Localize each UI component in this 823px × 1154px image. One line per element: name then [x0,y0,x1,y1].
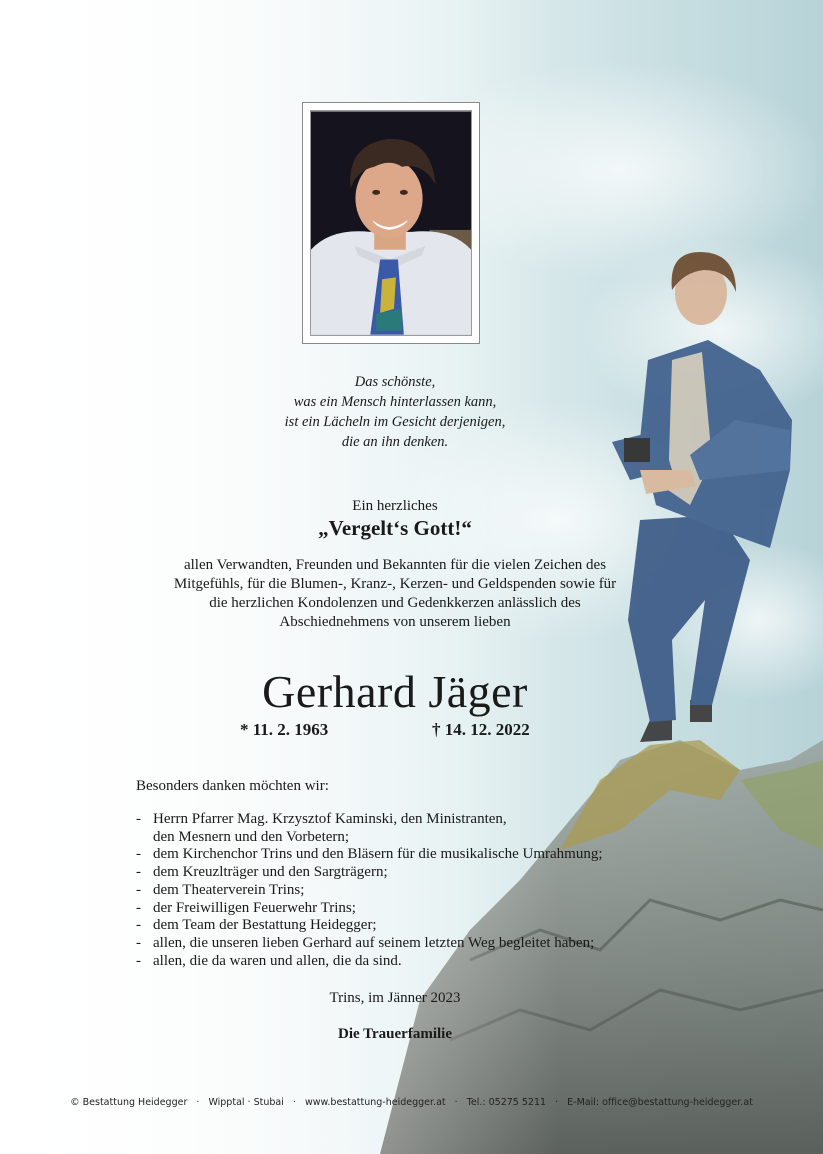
special-thanks-heading: Besonders danken möchten wir: [136,778,329,794]
footer-region: Wipptal · Stubai [208,1097,284,1108]
list-dash: - [136,864,141,881]
death-date: † 14. 12. 2022 [432,720,530,739]
portrait-frame [302,102,480,344]
list-item: - allen, die da waren und allen, die da sind. [136,952,402,969]
list-item-continuation: den Mesnern und den Vorbetern; [153,828,350,845]
list-dash: - [136,917,141,934]
footer [0,1097,823,1108]
list-item: - dem Theaterverein Trins; [136,881,305,898]
footer-email-link[interactable]: E-Mail: office@bestattung-heidegger.at [567,1097,753,1108]
list-item: - dem Kirchenchor Trins und den Bläsern für die musikalische Umrahmung; [136,846,603,863]
birth-date: * 11. 2. 1963 [240,720,329,739]
footer-separator: · [196,1097,200,1108]
list-dash: - [136,934,141,951]
list-dash: - [136,881,141,898]
list-item: - der Freiwilligen Feuerwehr Trins; [136,899,356,916]
place-and-date: Trins, im Jänner 2023 [329,990,461,1006]
footer-separator: · [292,1097,296,1108]
quote-line: die an ihn denken. [341,434,449,450]
footer-company: © Bestattung Heidegger [70,1097,188,1108]
thanks-body [0,556,790,632]
footer-separator: · [555,1097,559,1108]
list-dash: - [136,811,141,827]
list-item: - dem Team der Bestattung Heidegger; [136,917,377,934]
family-signature: Die Trauerfamilie [338,1026,452,1042]
quote-line: ist ein Lächeln im Gesicht derjenigen, [284,414,506,430]
footer-phone: Tel.: 05275 5211 [466,1097,547,1108]
list-item: - Herrn Pfarrer Mag. Krzysztof Kaminski, den Ministranten, [136,811,507,827]
footer-separator: · [454,1097,458,1108]
quote-line: was ein Mensch hinterlassen kann, [293,394,497,410]
special-thanks-list [136,811,603,970]
portrait-photo [310,110,472,336]
thanks-intro: Ein herzliches [352,498,438,514]
list-item: - allen, die unseren lieben Gerhard auf seinem letzten Weg begleitet haben; [136,934,595,951]
footer-website-link[interactable]: www.bestattung-heidegger.at [304,1097,446,1108]
list-dash: - [136,952,141,969]
list-dash: - [136,899,141,916]
list-dash: - [136,846,141,863]
thanks-body-line: Mitgefühls, für die Blumen-, Kranz-, Kerzen- und Geldspenden sowie für [173,576,617,592]
quote-line: Das schönste, [354,374,436,390]
thanks-body-line: die herzlichen Kondolenzen und Gedenkkerzen anlässlich des [209,595,581,611]
thanks-title: „Vergelt‘s Gott!“ [318,516,472,540]
list-item: - dem Kreuzlträger und den Sargträgern; [136,864,388,881]
deceased-name: Gerhard Jäger [262,666,528,717]
thanks-body-line: allen Verwandten, Freunden und Bekannten für die vielen Zeichen des [183,557,607,573]
thanks-body-line: Abschiednehmens von unserem lieben [279,614,511,630]
life-dates [0,720,790,742]
memorial-quote [0,372,790,452]
